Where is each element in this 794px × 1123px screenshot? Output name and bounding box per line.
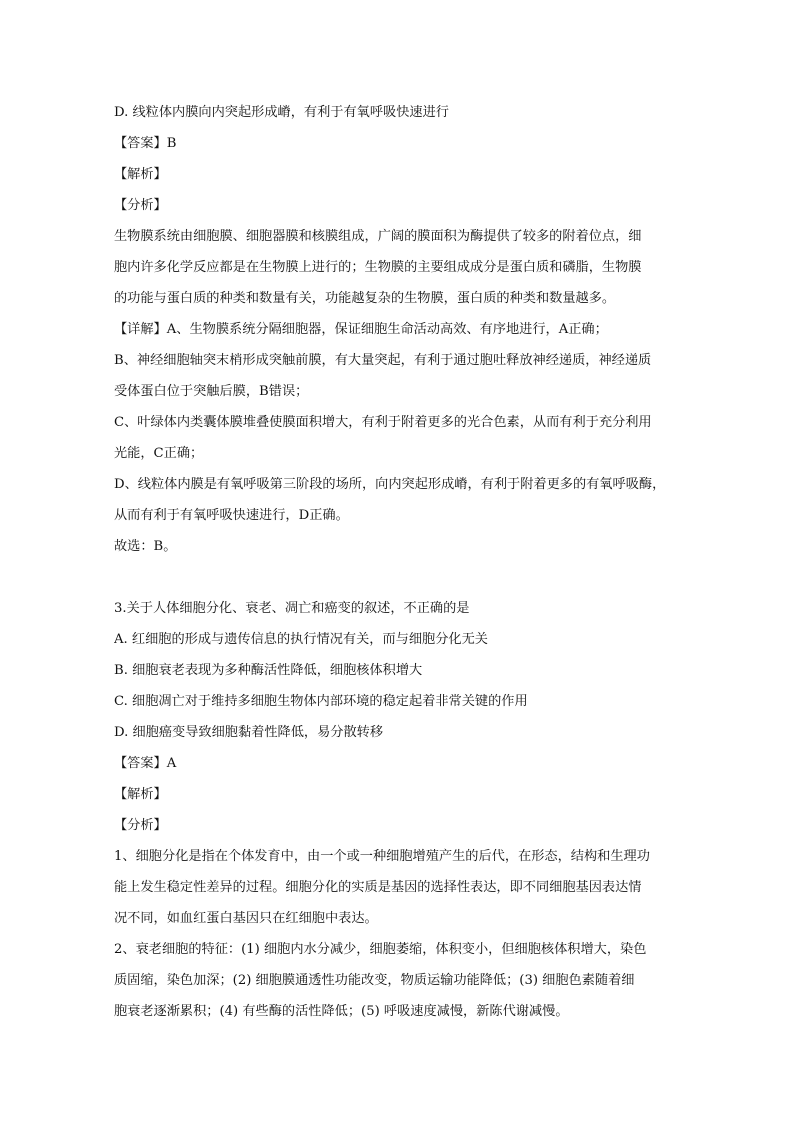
paragraph-line: 胞衰老逐渐累积；(4) 有些酶的活性降低；(5) 呼吸速度减慢，新陈代谢减慢。 bbox=[114, 1004, 569, 1019]
question-title: 3.关于人体细胞分化、衰老、凋亡和癌变的叙述，不正确的是 bbox=[114, 601, 470, 616]
analysis-heading: 【解析】 bbox=[114, 787, 167, 802]
option-a-line: A. 红细胞的形成与遗传信息的执行情况有关，而与细胞分化无关 bbox=[114, 632, 488, 647]
paragraph-line: 况不同，如血红蛋白基因只在红细胞中表达。 bbox=[114, 911, 378, 926]
option-d-line: D. 线粒体内膜向内突起形成嵴，有利于有氧呼吸快速进行 bbox=[114, 105, 449, 120]
option-c-line: C. 细胞凋亡对于维持多细胞生物体内部环境的稳定起着非常关键的作用 bbox=[114, 694, 528, 709]
detail-line: D、线粒体内膜是有氧呼吸第三阶段的场所，向内突起形成嵴，有利于附着更多的有氧呼吸酶， bbox=[114, 477, 666, 492]
paragraph-line: 胞内许多化学反应都是在生物膜上进行的；生物膜的主要组成成分是蛋白质和磷脂，生物膜 bbox=[114, 260, 642, 275]
choice-line: 故选：B。 bbox=[114, 539, 177, 554]
analysis-subheading: 【分析】 bbox=[114, 818, 167, 833]
analysis-subheading: 【分析】 bbox=[114, 198, 167, 213]
paragraph-line: 生物膜系统由细胞膜、细胞器膜和核膜组成，广阔的膜面积为酶提供了较多的附着位点，细 bbox=[114, 229, 642, 244]
paragraph-line: 的功能与蛋白质的种类和数量有关，功能越复杂的生物膜，蛋白质的种类和数量越多。 bbox=[114, 291, 616, 306]
analysis-heading: 【解析】 bbox=[114, 167, 167, 182]
paragraph-line: 1、细胞分化是指在个体发育中，由一个或一种细胞增殖产生的后代，在形态，结构和生理功 bbox=[114, 849, 650, 864]
paragraph-line: 质固缩，染色加深；(2) 细胞膜通透性功能改变，物质运输功能降低；(3) 细胞色素随着细 bbox=[114, 973, 635, 988]
detail-line: 从而有利于有氧呼吸快速进行，D正确。 bbox=[114, 508, 349, 523]
detail-line: 光能，C正确； bbox=[114, 446, 204, 461]
detail-line: C、叶绿体内类囊体膜堆叠使膜面积增大，有利于附着更多的光合色素，从而有利于充分利用 bbox=[114, 415, 652, 430]
paragraph-line: 2、衰老细胞的特征：(1) 细胞内水分减少，细胞萎缩，体积变小，但细胞核体积增大，染色 bbox=[114, 942, 647, 957]
paragraph-line: 能上发生稳定性差异的过程。细胞分化的实质是基因的选择性表达，即不同细胞基因表达情 bbox=[114, 880, 642, 895]
detail-line: 受体蛋白位于突触后膜，B错误； bbox=[114, 384, 309, 399]
option-d-line: D. 细胞癌变导致细胞黏着性降低，易分散转移 bbox=[114, 725, 384, 740]
answer-line: 【答案】B bbox=[114, 136, 177, 151]
detail-line: 【详解】A、生物膜系统分隔细胞器，保证细胞生命活动高效、有序地进行，A正确； bbox=[114, 322, 608, 337]
detail-line: B、神经细胞轴突末梢形成突触前膜，有大量突起，有利于通过胞吐释放神经递质，神经递质 bbox=[114, 353, 652, 368]
option-b-line: B. 细胞衰老表现为多种酶活性降低，细胞核体积增大 bbox=[114, 663, 423, 678]
answer-line: 【答案】A bbox=[114, 756, 177, 771]
